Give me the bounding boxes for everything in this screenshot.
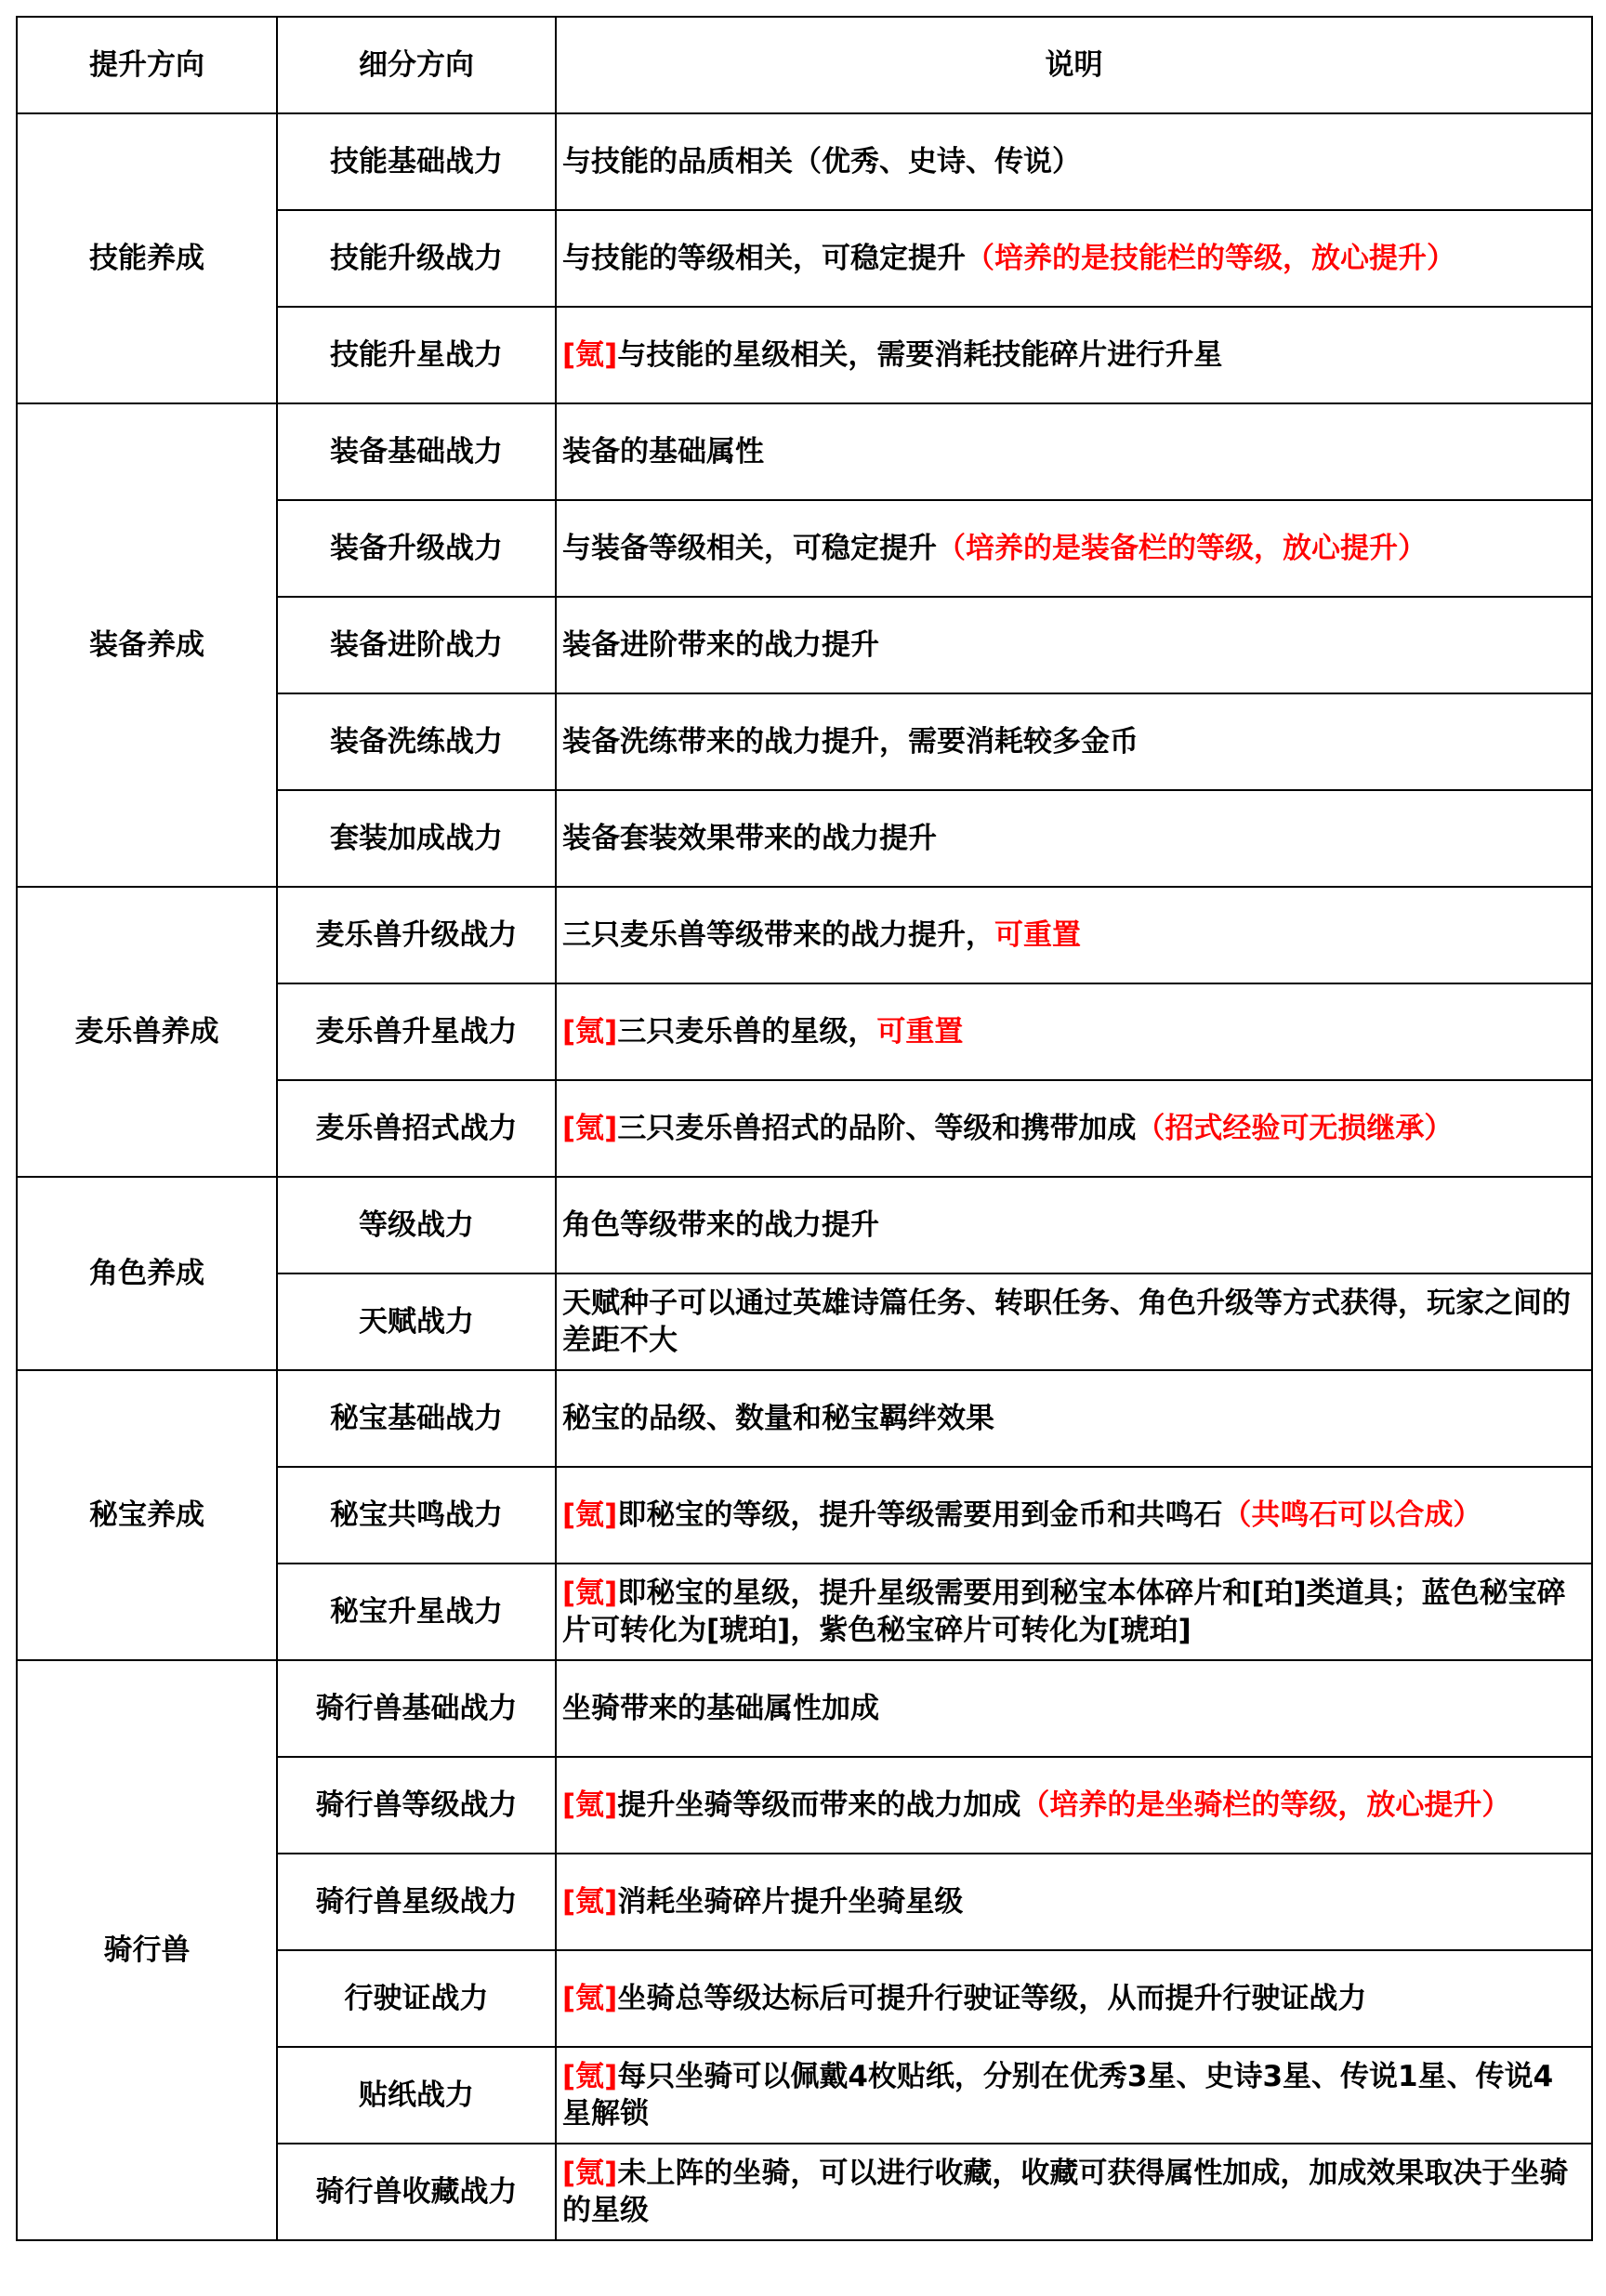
description-cell [556, 1080, 1592, 1177]
paid-tag: [氪] [562, 2059, 618, 2093]
description-text: 提升坐骑等级而带来的战力加成 [617, 1788, 1021, 1822]
description-text: 装备的基础属性 [562, 434, 764, 468]
description-cell [556, 2144, 1592, 2240]
highlight-note: （共鸣石可以合成） [1222, 1498, 1482, 1532]
subcategory-cell: 装备进阶战力 [277, 597, 556, 693]
description-text: 未上阵的坐骑，可以进行收藏，收藏可获得属性加成，加成效果取决于坐骑的星级 [562, 2156, 1569, 2227]
paid-tag: [氪] [562, 1884, 618, 1919]
description-text: 坐骑带来的基础属性加成 [562, 1691, 879, 1725]
subcategory-cell: 骑行兽星级战力 [277, 1854, 556, 1950]
description-text: 装备套装效果带来的战力提升 [562, 821, 937, 855]
paid-tag: [氪] [562, 1576, 618, 1610]
subcategory-cell: 秘宝升星战力 [277, 1564, 556, 1660]
paid-tag: [氪] [562, 2156, 618, 2190]
description-text: 秘宝的品级、数量和秘宝羁绊效果 [562, 1401, 994, 1435]
subcategory-cell: 贴纸战力 [277, 2047, 556, 2144]
table-row [17, 403, 1592, 500]
description-text: 角色等级带来的战力提升 [562, 1207, 879, 1242]
category-cell: 麦乐兽养成 [17, 887, 277, 1177]
paid-tag: [氪] [562, 1981, 618, 2015]
subcategory-cell: 麦乐兽升级战力 [277, 887, 556, 983]
category-cell: 秘宝养成 [17, 1370, 277, 1660]
description-cell [556, 1564, 1592, 1660]
description-cell [556, 1467, 1592, 1564]
description-text: 与技能的品质相关（优秀、史诗、传说） [562, 144, 1081, 178]
subcategory-cell: 秘宝共鸣战力 [277, 1467, 556, 1564]
table-row [17, 1177, 1592, 1273]
power-guide-table [16, 16, 1593, 2241]
description-cell [556, 597, 1592, 693]
description-text: 与装备等级相关，可稳定提升 [562, 531, 937, 565]
description-text: 三只麦乐兽招式的品阶、等级和携带加成 [617, 1111, 1137, 1145]
subcategory-cell: 行驶证战力 [277, 1950, 556, 2047]
subcategory-cell: 装备升级战力 [277, 500, 556, 597]
description-cell [556, 1370, 1592, 1467]
paid-tag: [氪] [562, 1014, 618, 1049]
description-cell [556, 113, 1592, 210]
subcategory-cell: 技能升级战力 [277, 210, 556, 307]
subcategory-cell: 骑行兽等级战力 [277, 1757, 556, 1854]
description-text: 装备进阶带来的战力提升 [562, 627, 879, 662]
subcategory-cell: 骑行兽收藏战力 [277, 2144, 556, 2240]
highlight-note: （培养的是装备栏的等级，放心提升） [937, 531, 1427, 565]
header-subcategory: 细分方向 [277, 17, 556, 113]
description-cell [556, 693, 1592, 790]
subcategory-cell: 麦乐兽招式战力 [277, 1080, 556, 1177]
paid-tag: [氪] [562, 1111, 618, 1145]
subcategory-cell: 麦乐兽升星战力 [277, 983, 556, 1080]
subcategory-cell: 天赋战力 [277, 1273, 556, 1370]
subcategory-cell: 技能基础战力 [277, 113, 556, 210]
description-text: 与技能的等级相关，可稳定提升 [562, 241, 966, 275]
header-row [17, 17, 1592, 113]
description-cell [556, 2047, 1592, 2144]
category-cell: 技能养成 [17, 113, 277, 403]
description-text: 三只麦乐兽等级带来的战力提升， [562, 917, 994, 952]
subcategory-cell: 秘宝基础战力 [277, 1370, 556, 1467]
description-cell [556, 403, 1592, 500]
subcategory-cell: 技能升星战力 [277, 307, 556, 403]
subcategory-cell: 套装加成战力 [277, 790, 556, 887]
paid-tag: [氪] [562, 337, 618, 372]
header-description: 说明 [556, 17, 1592, 113]
description-cell [556, 210, 1592, 307]
description-text: 与技能的星级相关，需要消耗技能碎片进行升星 [617, 337, 1223, 372]
highlight-note: 可重置 [876, 1014, 964, 1049]
description-text: 每只坐骑可以佩戴4枚贴纸，分别在优秀3星、史诗3星、传说1星、传说4星解锁 [562, 2059, 1554, 2131]
description-text: 天赋种子可以通过英雄诗篇任务、转职任务、角色升级等方式获得，玩家之间的差距不大 [562, 1286, 1571, 1357]
table-row [17, 887, 1592, 983]
description-text: 装备洗练带来的战力提升，需要消耗较多金币 [562, 724, 1139, 759]
subcategory-cell: 等级战力 [277, 1177, 556, 1273]
subcategory-cell: 骑行兽基础战力 [277, 1660, 556, 1757]
highlight-note: （培养的是技能栏的等级，放心提升） [966, 241, 1455, 275]
table-body [17, 113, 1592, 2240]
table-row [17, 113, 1592, 210]
category-cell: 装备养成 [17, 403, 277, 887]
description-cell [556, 887, 1592, 983]
description-text: 消耗坐骑碎片提升坐骑星级 [617, 1884, 964, 1919]
highlight-note: （招式经验可无损继承） [1136, 1111, 1454, 1145]
description-cell [556, 1273, 1592, 1370]
description-text: 坐骑总等级达标后可提升行驶证等级，从而提升行驶证战力 [617, 1981, 1367, 2015]
description-cell [556, 307, 1592, 403]
description-cell [556, 500, 1592, 597]
subcategory-cell: 装备洗练战力 [277, 693, 556, 790]
table-row [17, 1660, 1592, 1757]
description-cell [556, 1757, 1592, 1854]
category-cell: 骑行兽 [17, 1660, 277, 2240]
category-cell: 角色养成 [17, 1177, 277, 1370]
highlight-note: （培养的是坐骑栏的等级，放心提升） [1020, 1788, 1511, 1822]
table-row [17, 1370, 1592, 1467]
description-text: 三只麦乐兽的星级， [617, 1014, 877, 1049]
description-cell [556, 1950, 1592, 2047]
description-text: 即秘宝的星级，提升星级需要用到秘宝本体碎片和[珀]类道具；蓝色秘宝碎片可转化为[琥珀]，紫色秘宝碎片可转化为[琥珀] [562, 1576, 1566, 1647]
description-cell [556, 1177, 1592, 1273]
paid-tag: [氪] [562, 1788, 618, 1822]
description-cell [556, 790, 1592, 887]
header-category: 提升方向 [17, 17, 277, 113]
description-cell [556, 1854, 1592, 1950]
highlight-note: 可重置 [994, 917, 1081, 952]
paid-tag: [氪] [562, 1498, 618, 1532]
subcategory-cell: 装备基础战力 [277, 403, 556, 500]
description-text: 即秘宝的等级，提升等级需要用到金币和共鸣石 [617, 1498, 1223, 1532]
description-cell [556, 983, 1592, 1080]
description-cell [556, 1660, 1592, 1757]
